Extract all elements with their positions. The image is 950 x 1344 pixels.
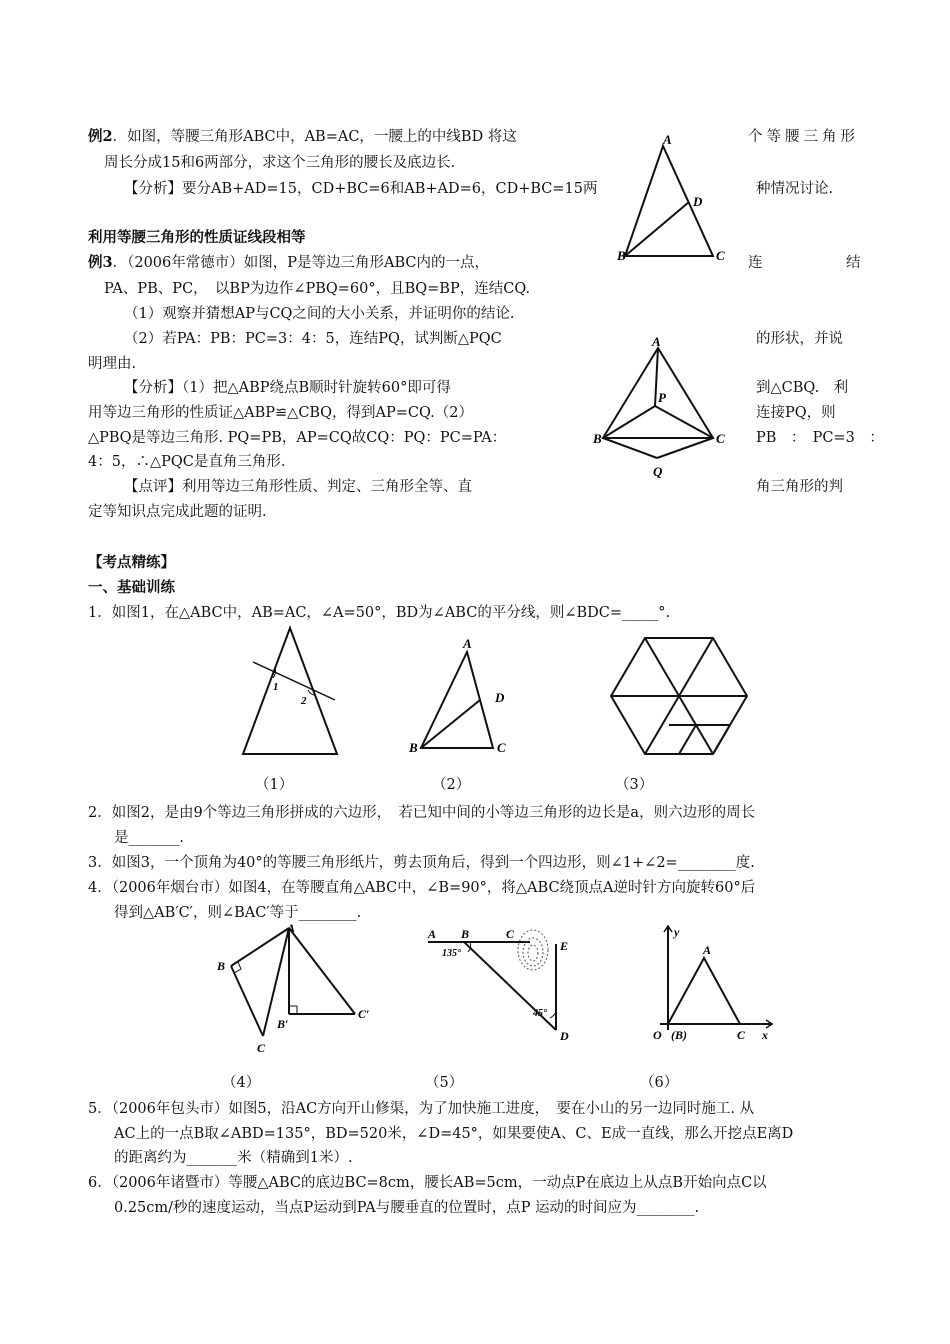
label-C: C (716, 248, 725, 263)
label-B: B (409, 740, 418, 755)
example3-line1: 例3．（2006年常德市）如图，P是等边三角形ABC内的一点， (88, 254, 489, 271)
label-x: x (762, 1028, 768, 1042)
figure-2 (405, 630, 535, 760)
example2-label: 例2 (88, 128, 113, 145)
problem-4b: 得到△AB′C′，则∠BAC′等于________. (114, 905, 362, 921)
example2-line1: 例2．如图，等腰三角形ABC中，AB=AC，一腰上的中线BD 将这 (88, 128, 517, 145)
problem-3: 3．如图3，一个顶角为40°的等腰三角形纸片，剪去顶角后，得到一个四边形，则∠1+∠2=________度. (88, 855, 755, 871)
caption-3: （3） (615, 777, 654, 793)
example3-comment2: 定等知识点完成此题的证明. (88, 504, 267, 520)
problem-4a: 4．（2006年烟台市）如图4，在等腰直角△ABC中，∠B=90°，将△ABC绕顶点A逆时针方向旋转60°后 (88, 880, 756, 896)
example3-line1-right-a: 连 (748, 255, 763, 271)
label-A: A (652, 334, 661, 349)
label-D: D (693, 194, 703, 209)
example3-analysis3: △PBQ是等边三角形. PQ=PB，AP=CQ故CQ：PQ：PC=PA： (88, 430, 507, 446)
example3-figure (585, 330, 735, 485)
example3-analysis4: 4：5，∴△PQC是直角三角形. (88, 454, 286, 470)
example2-line1-right: 个等腰三角形 (748, 129, 859, 145)
example3-q2-cont: 明理由. (88, 356, 137, 372)
caption-1: （1） (255, 777, 294, 793)
label-E: E (560, 939, 569, 953)
label-angle-1: 1 (273, 681, 279, 693)
figure-4 (205, 918, 385, 1058)
label-O: O (653, 1028, 662, 1042)
label-B: B (461, 927, 470, 941)
figure-6 (640, 918, 780, 1053)
label-C: C (506, 927, 515, 941)
label-A: A (428, 927, 437, 941)
example3-analysis2: 用等边三角形的性质证△ABP≌△CBQ，得到AP=CQ.（2） (88, 405, 473, 421)
label-A: A (463, 636, 472, 651)
example3-comment-right: 角三角形的判 (756, 479, 843, 495)
figure-1 (235, 620, 345, 760)
label-B: B (593, 431, 602, 446)
example2-figure (605, 128, 740, 268)
label-C: C (257, 1041, 266, 1055)
example3-line2: PA、PB、PC， 以BP为边作∠PBQ=60°，且BQ=BP，连结CQ. (104, 281, 531, 297)
label-45: 45° (533, 1008, 547, 1019)
label-D: D (495, 690, 505, 705)
example2-analysis: 【分析】要分AB+AD=15，CD+BC=6和AB+AD=6，CD+BC=15两 (124, 181, 598, 197)
caption-6: （6） (640, 1075, 679, 1091)
section-title: 利用等腰三角形的性质证线段相等 (88, 229, 306, 246)
label-A: A (663, 132, 672, 147)
example3-analysis3-right: PB ： PC=3 ： (756, 430, 884, 446)
label-P: P (658, 390, 666, 405)
example3-label: 例3 (88, 254, 113, 271)
label-B: B (217, 959, 226, 973)
problem-6a: 6．（2006年诸暨市）等腰△ABC的底边BC=8cm，腰长AB=5cm，一动点P在底边上从点B开始向点C以 (88, 1175, 767, 1191)
problem-2b: 是_______. (114, 830, 184, 846)
example2-line2: 周长分成15和6两部分，求这个三角形的腰长及底边长. (104, 155, 456, 171)
label-C: C (716, 431, 725, 446)
problem-5b: AC上的一点B取∠ABD=135°，BD=520米，∠D=45°，如果要使A、C、E成一直线，那么开挖点E离D (114, 1126, 794, 1142)
example3-q2-right: 的形状，并说 (756, 331, 843, 347)
problem-1: 1．如图1，在△ABC中，AB=AC，∠A=50°，BD为∠ABC的平分线，则∠BDC=_____°. (88, 605, 671, 621)
caption-4: （4） (222, 1075, 261, 1091)
example3-line1-right-b: 结 (846, 255, 861, 271)
label-B-prime: B′ (277, 1017, 289, 1031)
label-D: D (560, 1029, 569, 1043)
basic-title: 一、基础训练 (88, 579, 175, 596)
example3-analysis2-right: 连接PQ，则 (756, 405, 836, 421)
figure-3 (605, 630, 755, 760)
practice-title: 【考点精练】 (88, 554, 175, 571)
label-135: 135° (442, 948, 461, 959)
problem-5a: 5．（2006年包头市）如图5，沿AC方向开山修渠，为了加快施工进度， 要在小山的另一边同时施工. 从 (88, 1101, 755, 1117)
problem-5c: 的距离约为_______米（精确到1米）. (114, 1150, 353, 1166)
label-angle-2: 2 (301, 695, 307, 707)
label-C: C (497, 740, 506, 755)
label-B-paren: (B) (671, 1028, 687, 1042)
problem-2a: 2．如图2，是由9个等边三角形拼成的六边形， 若已知中间的小等边三角形的边长是a，则六边形的周长 (88, 805, 756, 821)
label-B: B (617, 248, 626, 263)
example3-comment: 【点评】利用等边三角形性质、判定、三角形全等、直 (124, 479, 472, 495)
label-Q: Q (653, 464, 663, 479)
example2-analysis-right: 种情况讨论. (756, 181, 834, 197)
label-y: y (674, 925, 680, 939)
example3-q2: （2）若PA：PB：PC=3：4：5，连结PQ，试判断△PQC (124, 331, 502, 347)
label-C-prime: C′ (358, 1007, 370, 1021)
example3-analysis1: 【分析】（1）把△ABP绕点B顺时针旋转60°即可得 (124, 380, 451, 396)
problem-6b: 0.25cm/秒的速度运动，当点P运动到PA与腰垂直的位置时，点P 运动的时间应为________. (114, 1200, 700, 1216)
label-C: C (737, 1028, 746, 1042)
label-A: A (703, 943, 712, 957)
example3-analysis1-right: 到△CBQ. 利 (756, 380, 849, 396)
figure-5 (420, 918, 580, 1058)
example3-q1: （1）观察并猜想AP与CQ之间的大小关系，并证明你的结论. (124, 306, 515, 322)
caption-5: （5） (425, 1075, 464, 1091)
label-A: A (287, 921, 296, 935)
caption-2: （2） (432, 777, 471, 793)
